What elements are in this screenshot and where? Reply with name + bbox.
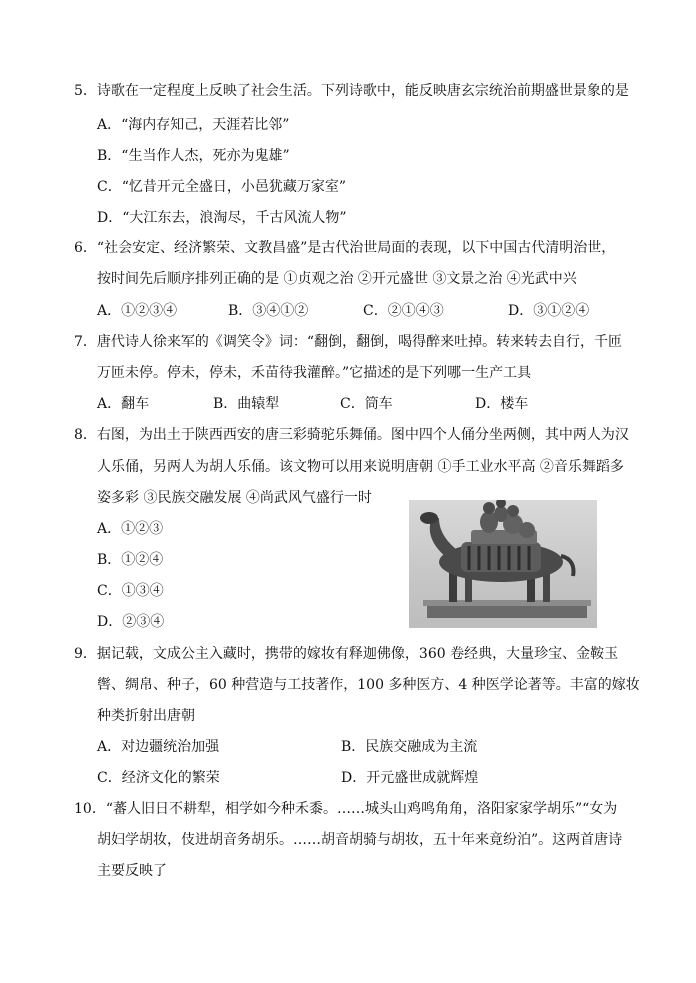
q9-option-b: B．民族交融成为主流: [341, 739, 478, 755]
q7-option-c: C．筒车: [340, 396, 393, 412]
q8-option-d: D．②③④: [97, 614, 165, 630]
q5-option-c: C．“忆昔开元全盛日，小邑犹藏万家室”: [97, 179, 347, 195]
q7-option-a: A．翻车: [97, 396, 150, 412]
q6-stem-line1: 6．“社会安定、经济繁荣、文教昌盛”是古代治世局面的表现，以下中国古代清明治世，: [74, 240, 616, 256]
q8-stem-line3: 姿多彩 ③民族交融发展 ④尚武风气盛行一时: [97, 490, 372, 506]
q10-stem-line1: 10．“蕃人旧日不耕犁，相学如今种禾黍。……城头山鸡鸣角角，洛阳家家学胡乐”“女为: [74, 801, 618, 817]
q6-option-c: C．②①④③: [363, 303, 444, 319]
q6-option-d: D．③①②④: [508, 303, 590, 319]
q8-stem-line1: 8．右图，为出土于陕西西安的唐三彩骑驼乐舞俑。图中四个人俑分坐两侧，其中两人为汉: [74, 427, 629, 443]
q5-stem: 5．诗歌在一定程度上反映了社会生活。下列诗歌中，能反映唐玄宗统治前期盛世景象的是: [74, 83, 629, 99]
q9-option-c: C．经济文化的繁荣: [97, 770, 220, 786]
q10-stem-line2: 胡妇学胡妆，伎进胡音务胡乐。……胡音胡骑与胡妆，五十年来竟纷泊”。这两首唐诗: [97, 832, 623, 848]
q8-option-a: A．①②③: [97, 521, 164, 537]
q8-stem-line2: 人乐俑，另两人为胡人乐俑。该文物可以用来说明唐朝 ①手工业水平高 ②音乐舞蹈多: [97, 459, 624, 475]
q5-option-d: D．“大江东去，浪淘尽，千古风流人物”: [97, 210, 347, 226]
q9-stem-line1: 9．据记载，文成公主入藏时，携带的嫁妆有释迦佛像，360 卷经典，大量珍宝、金鞍玉: [74, 646, 619, 662]
q8-option-c: C．①③④: [97, 583, 164, 599]
q5-option-b: B．“生当作人杰，死亦为鬼雄”: [97, 148, 290, 164]
q5-option-a: A．“海内存知己，天涯若比邻”: [97, 117, 290, 133]
q7-option-b: B．曲辕犁: [213, 396, 280, 412]
q7-stem-line2: 万匝未停。停未，停未，禾苗待我灌醉。”它描述的是下列哪一生产工具: [97, 365, 532, 381]
q7-stem-line1: 7．唐代诗人徐来军的《调笑令》词：“翻倒，翻倒，喝得醉来吐掉。转来转去自行，千匝: [74, 334, 623, 350]
q8-option-b: B．①②④: [97, 552, 164, 568]
q10-stem-line3: 主要反映了: [97, 863, 167, 879]
q9-option-a: A．对边疆统治加强: [97, 739, 220, 755]
q9-option-d: D．开元盛世成就辉煌: [341, 770, 479, 786]
q9-stem-line2: 辔、绸帛、种子，60 种营造与工技著作，100 多种医方、4 种医学论著等。丰富的嫁妆: [97, 677, 640, 693]
q6-option-a: A．①②③④: [97, 303, 178, 319]
camel-figurine-photo: [409, 500, 597, 628]
q6-option-b: B．③④①②: [228, 303, 309, 319]
camel-figurine-image: [409, 500, 597, 628]
q9-stem-line3: 种类折射出唐朝: [97, 708, 195, 724]
q6-stem-line2: 按时间先后顺序排列正确的是 ①贞观之治 ②开元盛世 ③文景之治 ④光武中兴: [97, 271, 577, 287]
q7-option-d: D．楼车: [475, 396, 529, 412]
